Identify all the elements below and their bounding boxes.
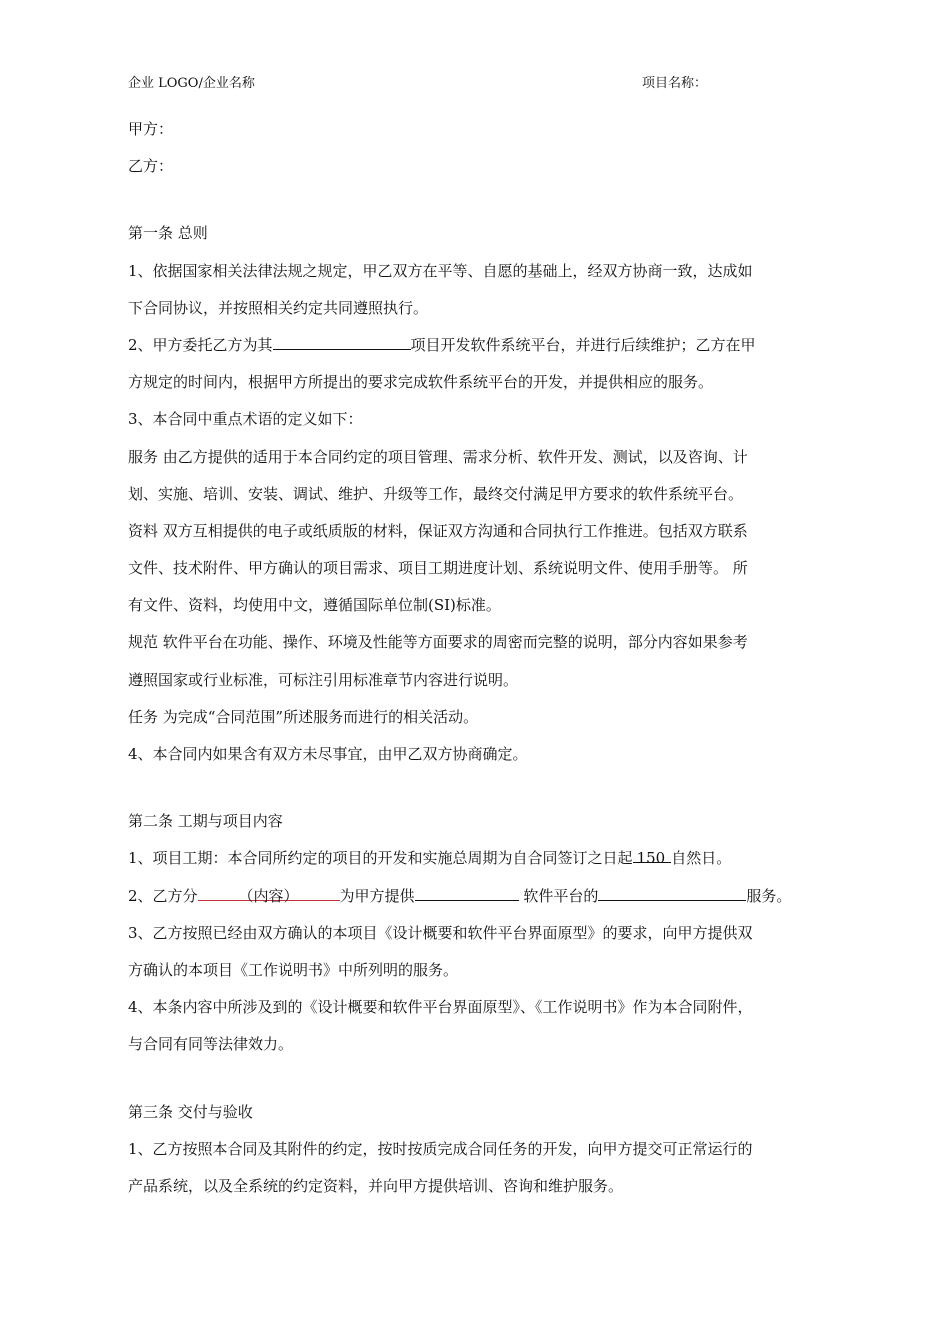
article-3-title: 第三条 交付与验收 — [128, 1102, 253, 1121]
article-1-p4: 4、本合同内如果含有双方未尽事宜，由甲乙双方协商确定。 — [128, 745, 528, 763]
duration-days-value[interactable]: 150 — [633, 845, 672, 863]
article-2-p2-mid: 为甲方提供 — [339, 886, 415, 905]
article-1-p2-prefix: 2、甲方委托乙方为其 — [128, 335, 273, 354]
page-header — [128, 72, 822, 92]
term-material-line3: 有文件、资料，均使用中文，遵循国际单位制(SI)标准。 — [128, 596, 501, 615]
platform-blank[interactable] — [415, 883, 519, 901]
article-2-p2 — [128, 883, 825, 920]
term-service-line1: 服务 由乙方提供的适用于本合同约定的项目管理、需求分析、软件开发、测试，以及咨询、计 — [128, 447, 748, 466]
article-2-p1-prefix: 1、项目工期：本合同所约定的项目的开发和实施总周期为自合同签订之日起 — [128, 849, 633, 868]
article-2-p2-suffix: 服务。 — [746, 886, 792, 905]
term-service-line2: 划、实施、培训、安装、调试、维护、升级等工作，最终交付满足甲方要求的软件系统平台。 — [128, 484, 744, 503]
article-2-p1-suffix: 自然日。 — [671, 849, 732, 868]
article-2-p1 — [128, 845, 825, 882]
article-3-p1-line1: 1、乙方按照本合同及其附件的约定，按时按质完成合同任务的开发，向甲方提交可正常运行的 — [128, 1139, 753, 1158]
term-spec-line2: 遵照国家或行业标准，可标注引用标准章节内容进行说明。 — [128, 670, 519, 689]
article-2-p4-line2: 与合同有同等法律效力。 — [128, 1035, 294, 1054]
term-spec-line1: 规范 软件平台在功能、操作、环境及性能等方面要求的周密而完整的说明，部分内容如果参考 — [128, 633, 748, 652]
party-a-label: 甲方： — [128, 120, 174, 138]
article-1-p3: 3、本合同中重点术语的定义如下： — [128, 410, 363, 429]
term-material-line1: 资料 双方互相提供的电子或纸质版的材料，保证双方沟通和合同执行工作推进。包括双方联系 — [128, 521, 748, 540]
article-2-p4-line1: 4、本条内容中所涉及到的《设计概要和软件平台界面原型》、《工作说明书》作为本合同附件， — [128, 998, 753, 1017]
contract-body — [128, 116, 825, 1210]
project-name-blank[interactable] — [273, 332, 411, 350]
party-b-label: 乙方： — [128, 157, 174, 176]
article-1-p1-line1: 1、依据国家相关法律法规之规定，甲乙双方在平等、自愿的基础上，经双方协商一致，达成如 — [128, 261, 753, 280]
article-2-p2-prefix: 2、乙方分 — [128, 886, 198, 905]
article-2-p2-mid2: 软件平台的 — [518, 886, 599, 905]
article-1-p1-line2: 下合同协议，并按照相关约定共同遵照执行。 — [128, 298, 429, 317]
article-3-p1-line2: 产品系统，以及全系统的约定资料，并向甲方提供培训、咨询和维护服务。 — [128, 1176, 624, 1195]
term-material-line2: 文件、技术附件、甲方确认的项目需求、项目工期进度计划、系统说明文件、使用手册等。 所 — [128, 559, 748, 578]
article-2-p3-line2: 方确认的本项目《工作说明书》中所列明的服务。 — [128, 960, 459, 979]
article-1-p2-suffix: 项目开发软件系统平台，并进行后续维护；乙方在甲 — [410, 335, 756, 354]
article-2-title: 第二条 工期与项目内容 — [128, 812, 283, 831]
company-logo-name: 企业 LOGO/企业名称 — [128, 76, 255, 91]
content-blank[interactable]: （内容） — [198, 883, 340, 901]
article-2-p3-line1: 3、乙方按照已经由双方确认的本项目《设计概要和软件平台界面原型》的要求，向甲方提供双 — [128, 923, 753, 942]
term-task: 任务 为完成“合同范围”所述服务而进行的相关活动。 — [128, 707, 479, 726]
article-1-p2-line2: 方规定的时间内，根据甲方所提出的要求完成软件系统平台的开发，并提供相应的服务。 — [128, 373, 714, 392]
service-blank[interactable] — [598, 883, 746, 901]
article-1-p2-line1 — [128, 332, 825, 369]
project-name-label: 项目名称： — [642, 76, 708, 91]
article-1-title: 第一条 总则 — [128, 224, 208, 243]
